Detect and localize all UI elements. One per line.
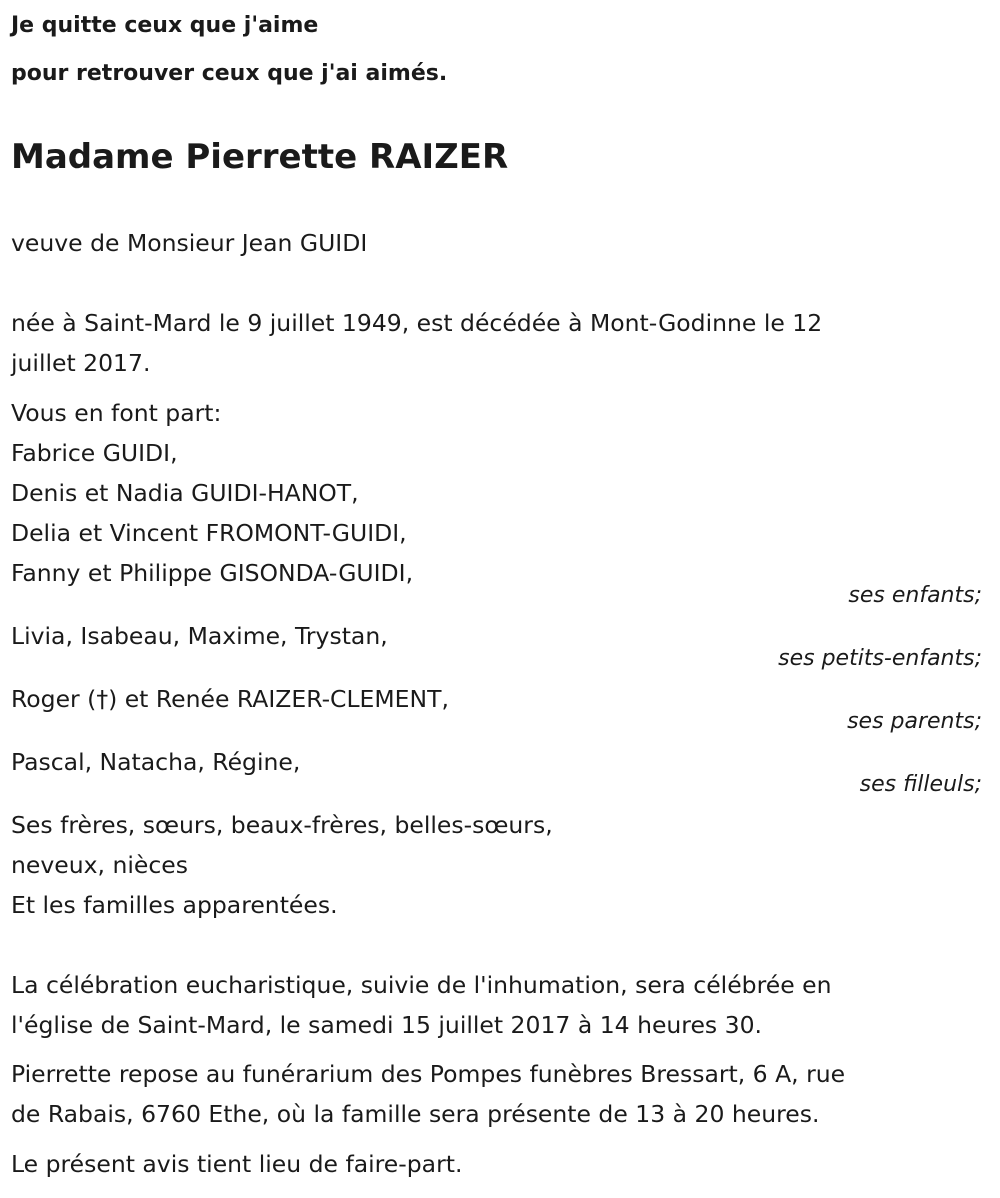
repose-line-1: Pierrette repose au funérarium des Pompes funèbres Bressart, 6 A, rue: [11, 1060, 846, 1088]
child-entry: Denis et Nadia GUIDI-HANOT,: [11, 479, 359, 507]
grandchildren-role: ses petits-enfants;: [778, 646, 982, 671]
parents: Roger (†) et Renée RAIZER-CLEMENT,: [11, 685, 449, 713]
children-role: ses enfants;: [848, 583, 982, 608]
deceased-name: Madame Pierrette RAIZER: [11, 137, 509, 177]
godchildren: Pascal, Natacha, Régine,: [11, 748, 301, 776]
epigraph-line-1: Je quitte ceux que j'aime: [11, 13, 319, 38]
child-entry: Delia et Vincent FROMONT-GUIDI,: [11, 519, 407, 547]
other-family-line: Ses frères, sœurs, beaux-frères, belles-sœurs,: [11, 811, 553, 839]
notice-statement: Le présent avis tient lieu de faire-part.: [11, 1150, 463, 1178]
ceremony-line-2: l'église de Saint-Mard, le samedi 15 juillet 2017 à 14 heures 30.: [11, 1011, 763, 1039]
child-entry: Fabrice GUIDI,: [11, 439, 178, 467]
child-entry: Fanny et Philippe GISONDA-GUIDI,: [11, 559, 414, 587]
birth-death-line-2: juillet 2017.: [11, 349, 151, 377]
other-family-line: neveux, nièces: [11, 851, 188, 879]
other-family-line: Et les familles apparentées.: [11, 891, 338, 919]
grandchildren: Livia, Isabeau, Maxime, Trystan,: [11, 622, 388, 650]
family-intro: Vous en font part:: [11, 399, 222, 427]
widow-of: veuve de Monsieur Jean GUIDI: [11, 229, 368, 257]
godchildren-role: ses filleuls;: [859, 772, 982, 797]
repose-line-2: de Rabais, 6760 Ethe, où la famille sera présente de 13 à 20 heures.: [11, 1100, 820, 1128]
parents-role: ses parents;: [847, 709, 982, 734]
epigraph-line-2: pour retrouver ceux que j'ai aimés.: [11, 61, 448, 86]
ceremony-line-1: La célébration eucharistique, suivie de l'inhumation, sera célébrée en: [11, 971, 832, 999]
birth-death-line-1: née à Saint-Mard le 9 juillet 1949, est décédée à Mont-Godinne le 12: [11, 309, 823, 337]
